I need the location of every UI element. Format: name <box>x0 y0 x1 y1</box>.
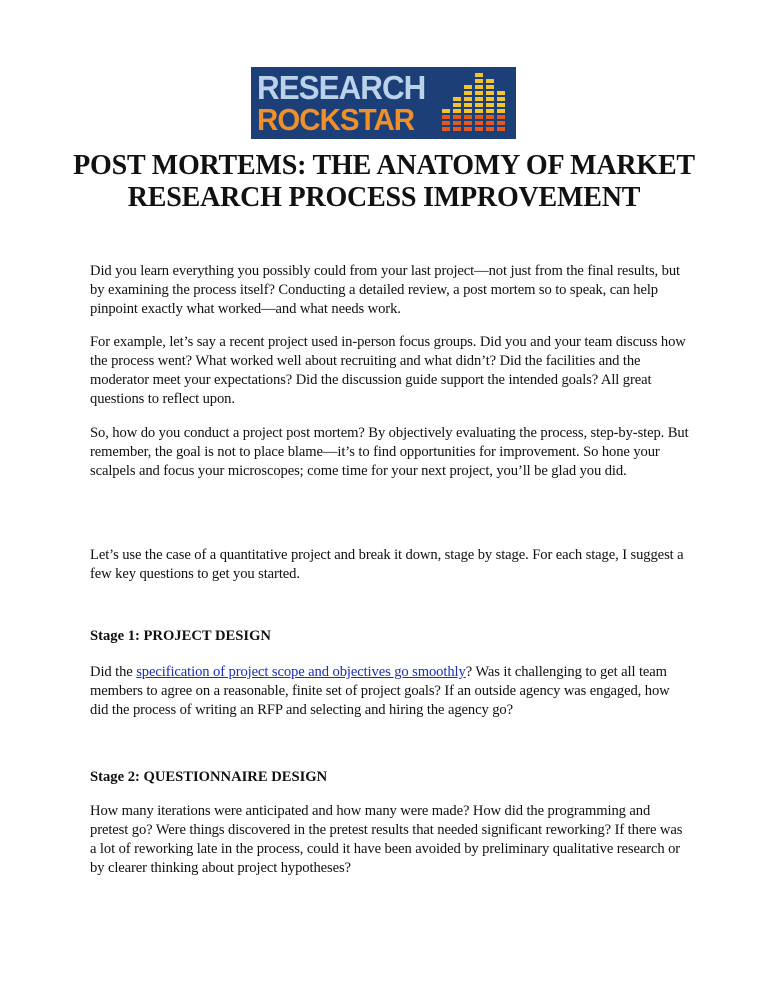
equalizer-segment <box>486 97 494 101</box>
equalizer-segment <box>442 109 450 113</box>
equalizer-segment <box>486 91 494 95</box>
stage-1-text-before-link: Did the <box>90 664 137 680</box>
stage-1-text-after-link: ? Was it challenging to get all team members to agree on a reasonable, finite set of project goals? If an outside agency was engaged, how did the process of writing an RFP and selecting and hiring the agency go? <box>90 664 670 718</box>
equalizer-segment <box>475 85 483 89</box>
example-paragraph: For example, let’s say a recent project used in-person focus groups. Did you and your team discuss how the process went? What worked well about recruiting and what didn’t? Did the facilities and the moderator meet your expectations? Did the discussion guide support the intended goals? All great questions to reflect upon. <box>90 334 686 407</box>
research-rockstar-logo <box>251 67 516 139</box>
stage-2-heading: Stage 2: QUESTIONNAIRE DESIGN <box>90 769 328 785</box>
equalizer-segment <box>475 109 483 113</box>
equalizer-segment <box>486 121 494 125</box>
equalizer-segment <box>453 127 461 131</box>
equalizer-segment <box>497 127 505 131</box>
equalizer-segment <box>486 79 494 83</box>
logo-text-research: RESEARCH <box>257 69 426 106</box>
stage-2-paragraph: How many iterations were anticipated and how many were made? How did the programming and pretest go? Were things discovered in the pretest results that needed significant reworking? If there was a lot of reworking late in the process, could it have been avoided by preliminary qualitative research or by clearer thinking about project hypotheses? <box>90 803 683 876</box>
equalizer-segment <box>486 85 494 89</box>
equalizer-segment <box>475 115 483 119</box>
equalizer-segment <box>497 103 505 107</box>
how-to-paragraph: So, how do you conduct a project post mortem? By objectively evaluating the process, step-by-step. But remember, the goal is not to place blame—it’s to find opportunities for improvement. So hone your scalpels and focus your microscopes; come time for your next project, you’ll be glad you did. <box>90 425 689 479</box>
equalizer-bars-icon <box>442 73 512 135</box>
equalizer-segment <box>442 121 450 125</box>
project-scope-link[interactable]: specification of project scope and objectives go smoothly <box>136 664 466 680</box>
equalizer-segment <box>486 109 494 113</box>
equalizer-segment <box>464 109 472 113</box>
page-title <box>60 150 708 214</box>
equalizer-segment <box>442 115 450 119</box>
equalizer-segment <box>497 91 505 95</box>
equalizer-segment <box>453 121 461 125</box>
equalizer-segment <box>464 115 472 119</box>
equalizer-segment <box>464 127 472 131</box>
equalizer-segment <box>497 109 505 113</box>
equalizer-segment <box>464 121 472 125</box>
equalizer-segment <box>475 79 483 83</box>
equalizer-segment <box>486 127 494 131</box>
equalizer-segment <box>464 103 472 107</box>
equalizer-segment <box>475 73 483 77</box>
logo-text-rockstar: ROCKSTAR <box>257 102 415 137</box>
stage-1-heading: Stage 1: PROJECT DESIGN <box>90 628 271 644</box>
title-line-2: RESEARCH PROCESS IMPROVEMENT <box>127 182 641 213</box>
equalizer-segment <box>453 103 461 107</box>
equalizer-segment <box>475 127 483 131</box>
equalizer-segment <box>475 91 483 95</box>
equalizer-segment <box>475 103 483 107</box>
intro-paragraph: Did you learn everything you possibly could from your last project—not just from the final results, but by examining the process itself? Conducting a detailed review, a post mortem so to speak, can help pinpoint exactly what worked—and what needs work. <box>90 263 680 317</box>
equalizer-segment <box>497 97 505 101</box>
equalizer-segment <box>464 91 472 95</box>
equalizer-segment <box>464 97 472 101</box>
equalizer-segment <box>453 115 461 119</box>
equalizer-segment <box>475 121 483 125</box>
equalizer-segment <box>486 115 494 119</box>
case-paragraph: Let’s use the case of a quantitative project and break it down, stage by stage. For each stage, I suggest a few key questions to get you started. <box>90 547 684 582</box>
equalizer-segment <box>464 85 472 89</box>
equalizer-segment <box>453 109 461 113</box>
equalizer-segment <box>486 103 494 107</box>
equalizer-segment <box>442 127 450 131</box>
stage-1-paragraph <box>90 663 690 720</box>
equalizer-segment <box>475 97 483 101</box>
equalizer-segment <box>453 97 461 101</box>
equalizer-segment <box>497 115 505 119</box>
equalizer-segment <box>497 121 505 125</box>
title-line-1: POST MORTEMS: THE ANATOMY OF MARKET <box>73 150 695 181</box>
